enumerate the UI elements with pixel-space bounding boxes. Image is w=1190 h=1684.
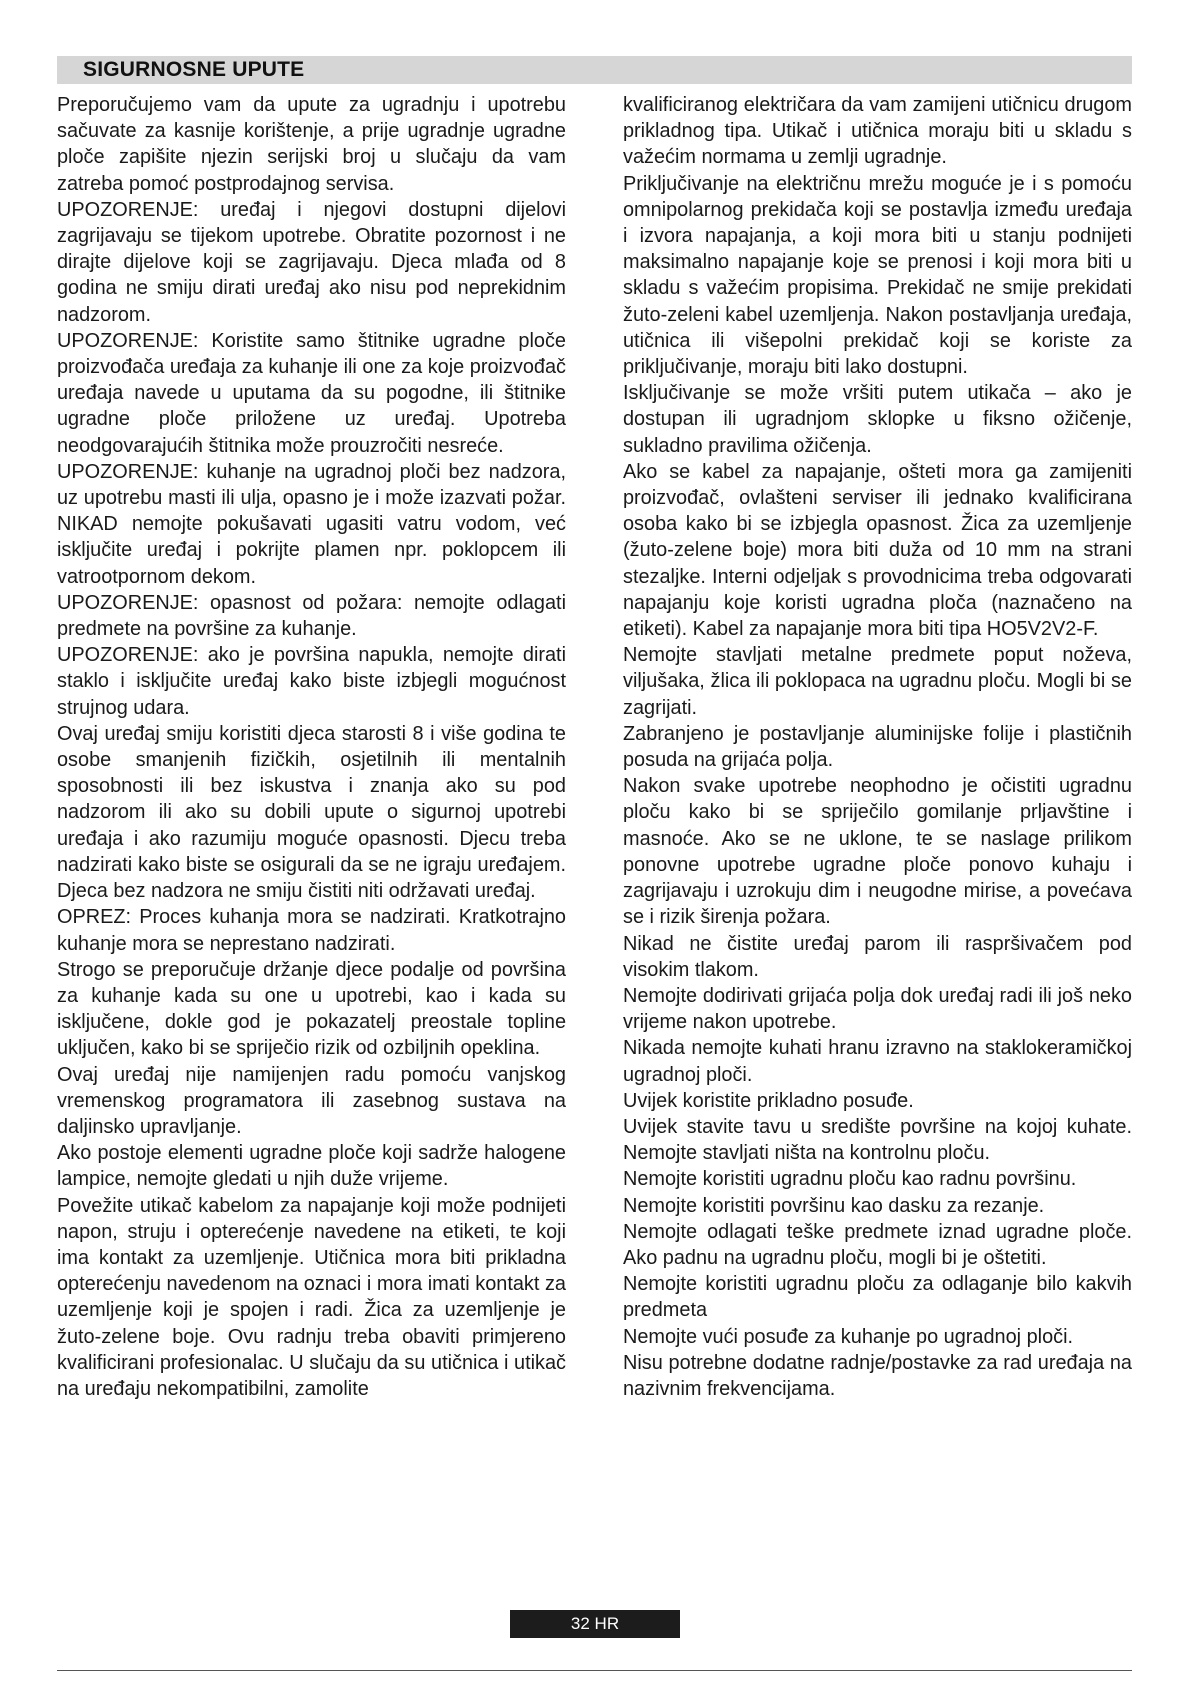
paragraph: Nikada nemojte kuhati hranu izravno na staklokeramičkoj ugradnoj ploči.: [623, 1037, 1132, 1086]
left-text-column: [57, 92, 566, 1402]
paragraph: OPREZ: Proces kuhanja mora se nadzirati. Kratkotrajno kuhanje mora se neprestano nadzirati.: [57, 906, 566, 955]
paragraph: Povežite utikač kabelom za napajanje koji može podnijeti napon, struju i opterećenje navedene na etiketi, te koji ima kontakt za uzemljenje. Utičnica mora biti prikladna opterećenju navedenom na oznaci i mora imati kontakt za uzemljenje koji je spojen i radi. Žica za uzemljenje je žuto-zelene boje. Ovu radnju treba obaviti primjereno kvalificirani profesionalac. U slučaju da su utičnica i utikač na uređaju nekompatibilni, zamolite: [57, 1194, 566, 1400]
paragraph: UPOZORENJE: kuhanje na ugradnoj ploči bez nadzora, uz upotrebu masti ili ulja, opasno je i može izazvati požar. NIKAD nemojte pokušavati ugasiti vatru vodom, već isključite uređaj i pokrijte plamen npr. poklopcem ili vatrootpornom dekom.: [57, 460, 566, 588]
paragraph: Nemojte koristiti površinu kao dasku za rezanje.: [623, 1194, 1045, 1217]
paragraph: Uvijek stavite tavu u središte površine na kojoj kuhate. Nemojte stavljati ništa na kontrolnu ploču.: [623, 1115, 1132, 1165]
paragraph: Strogo se preporučuje držanje djece podalje od površina za kuhanje kada su one u upotrebi, kao i kada su isključene, dokle god je pokazatelj preostale topline uključen, kako bi se spriječio rizik od ozbiljnih opeklina.: [57, 958, 566, 1060]
paragraph: Nisu potrebne dodatne radnje/postavke za rad uređaja na nazivnim frekvencijama.: [623, 1351, 1132, 1400]
right-text-column: [623, 92, 1132, 1402]
footer-divider: [57, 1670, 1132, 1671]
paragraph: Nemojte vući posuđe za kuhanje po ugradnoj ploči.: [623, 1325, 1074, 1348]
paragraph: Ovaj uređaj nije namijenjen radu pomoću vanjskog vremenskog programatora ili zasebnog sustava na daljinsko upravljanje.: [57, 1063, 566, 1138]
paragraph: Uvijek koristite prikladno posuđe.: [623, 1089, 914, 1112]
paragraph: Preporučujemo vam da upute za ugradnju i upotrebu sačuvate za kasnije korištenje, a prije ugradnje ugradne ploče zapišite njezin serijski broj u slučaju da vam zatreba pomoć postprodajnog servisa.: [57, 94, 566, 195]
section-title: SIGURNOSNE UPUTE: [83, 58, 305, 81]
paragraph: Zabranjeno je postavljanje aluminijske folije i plastičnih posuda na grijaća polja.: [623, 722, 1132, 772]
paragraph: Nakon svake upotrebe neophodno je očistiti ugradnu ploču kako bi se spriječilo gomilanje prljavštine i masnoće. Ako se ne uklone, te se naslage prilikom ponovne upotrebe ugradne ploče ponovo kuhaju i zagrijavaju i uzrokuju dim i neugodne mirise, a povećava se i rizik širenja požara.: [623, 775, 1132, 929]
paragraph: Nemojte stavljati metalne predmete poput noževa, viljušaka, žlica ili poklopaca na ugradnu ploču. Mogli bi se zagrijati.: [623, 644, 1132, 719]
paragraph: UPOZORENJE: opasnost od požara: nemojte odlagati predmete na površine za kuhanje.: [57, 591, 566, 641]
paragraph: Nemojte odlagati teške predmete iznad ugradne ploče. Ako padnu na ugradnu ploču, mogli bi je oštetiti.: [623, 1220, 1132, 1269]
paragraph: Nemojte koristiti ugradnu ploču za odlaganje bilo kakvih predmeta: [623, 1273, 1132, 1322]
paragraph: Ovaj uređaj smiju koristiti djeca starosti 8 i više godina te osobe smanjenih fizičkih, osjetilnih ili mentalnih sposobnosti ili bez iskustva i znanja ako su pod nadzorom ili ako su dobili upute o sigurnoj upotrebi uređaja i ako razumiju moguće opasnosti. Djecu treba nadzirati kako biste se osigurali da se ne igraju uređajem. Djeca bez nadzora ne smiju čistiti niti održavati uređaj.: [57, 722, 566, 903]
section-header-bar: [57, 56, 1132, 84]
paragraph: Nikad ne čistite uređaj parom ili raspršivačem pod visokim tlakom.: [623, 932, 1132, 981]
paragraph: Ako se kabel za napajanje, ošteti mora ga zamijeniti proizvođač, ovlašteni serviser ili jednako kvalificirana osoba kako bi se izbjegla opasnost. Žica za uzemljenje (žuto-zelene boje) mora biti duža od 10 mm na strani stezaljke. Interni odjeljak s provodnicima treba odgovarati napajanju koje koristi ugradna ploča (naznačeno na etiketi). Kabel za napajanje mora biti tipa HO5V2V2-F.: [623, 460, 1132, 641]
paragraph: UPOZORENJE: Koristite samo štitnike ugradne ploče proizvođača uređaja za kuhanje ili one za koje proizvođač uređaja navede u uputama da su pogodne, ili štitnike ugradne ploče priložene uz uređaj. Upotreba neodgovarajućih štitnika može prouzročiti nesreće.: [57, 329, 566, 457]
paragraph: Ako postoje elementi ugradne ploče koji sadrže halogene lampice, nemojte gledati u njih duže vrijeme.: [57, 1142, 566, 1191]
paragraph: Isključivanje se može vršiti putem utikača – ako je dostupan ili ugradnjom sklopke u fiksno ožičenje, sukladno pravilima ožičenja.: [623, 382, 1132, 457]
paragraph: Nemojte koristiti ugradnu ploču kao radnu površinu.: [623, 1168, 1077, 1191]
paragraph: UPOZORENJE: ako je površina napukla, nemojte dirati staklo i isključite uređaj kako biste izbjegli mogućnost strujnog udara.: [57, 644, 566, 719]
paragraph: UPOZORENJE: uređaj i njegovi dostupni dijelovi zagrijavaju se tijekom upotrebe. Obratite pozornost i ne dirajte dijelove koji se zagrijavaju. Djeca mlađa od 8 godina ne smiju dirati uređaj ako nisu pod neprekidnim nadzorom.: [57, 198, 566, 326]
paragraph: Nemojte dodirivati grijaća polja dok uređaj radi ili još neko vrijeme nakon upotrebe.: [623, 984, 1132, 1034]
paragraph: kvalificiranog električara da vam zamijeni utičnicu drugom prikladnog tipa. Utikač i utičnica moraju biti u skladu s važećim normama u zemlji ugradnje.: [623, 94, 1132, 169]
paragraph: Priključivanje na električnu mrežu moguće je i s pomoću omnipolarnog prekidača koji se postavlja između uređaja i izvora napajanja, a koji mora biti u stanju podnijeti maksimalno napajanje koje se prenosi i koji mora biti u skladu s važećim propisima. Prekidač ne smije prekidati žuto-zeleni kabel uzemljenja. Nakon postavljanja uređaja, utičnica ili višepolni prekidač koji se koriste za priključivanje, moraju biti lako dostupni.: [623, 172, 1132, 379]
page-number-badge: 32 HR: [510, 1610, 680, 1638]
